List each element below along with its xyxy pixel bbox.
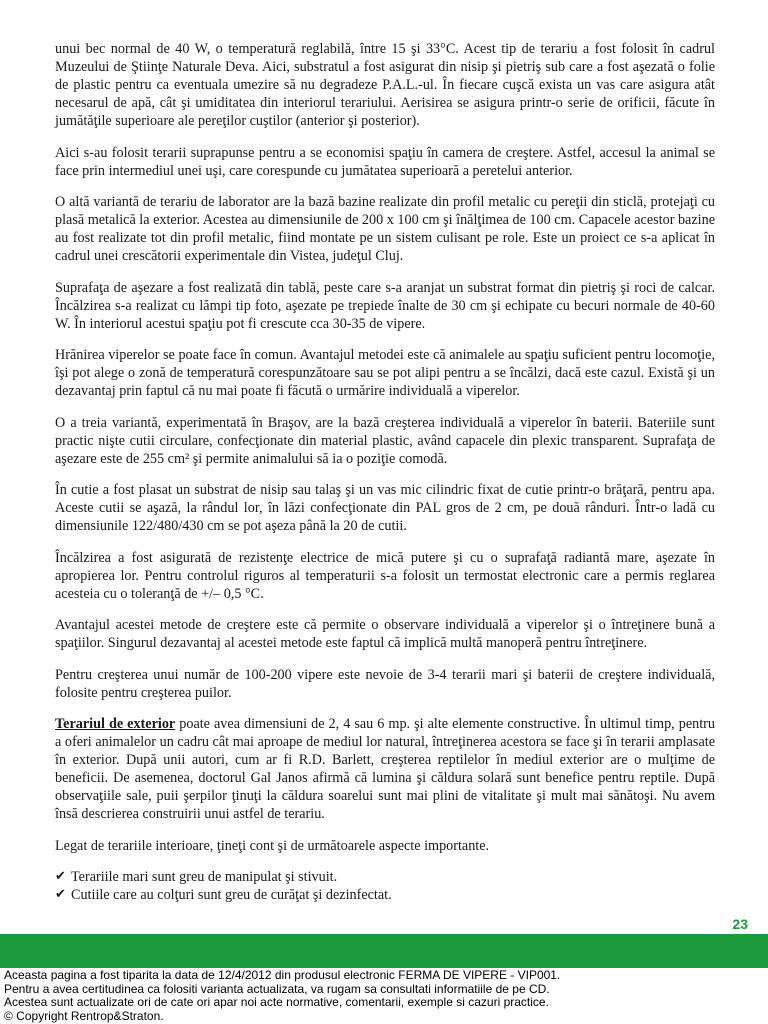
exterior-paragraph bbox=[55, 715, 715, 823]
paragraph: Aici s-au folosit terarii suprapunse pentru a se economisi spaţiu în camera de creştere. Astfel, accesul la animal se face prin intermediul unei uşi, care corespunde cu jumătatea superioară a peretelui anterior. bbox=[55, 144, 715, 179]
footer-line: © Copyright Rentrop&Straton. bbox=[4, 1008, 164, 1023]
page-number: 23 bbox=[732, 916, 748, 932]
paragraph: Legat de terariile interioare, ţineţi cont şi de următoarele aspecte importante. bbox=[55, 837, 490, 854]
exterior-text: poate avea dimensiuni de 2, 4 sau 6 mp. şi alte elemente constructive. În ultimul timp, pentru a oferi animalelor un cadru cât mai aproape de mediul lor natural, întreţinerea acestora se face şi în terarii amplasate în exterior. După unii autori, cum ar fi R.D. Barlett, creşterea reptilelor în mediul exterior are o mulţime de beneficii. De asemenea, doctorul Gal Janos afirmă că lumina şi căldura solară sunt benefice pentru reptile. După observaţiile sale, puii şerpilor ţinuţi la căldura soarelui sunt mai plini de vitalitate şi mult mai sănătoşi. Nu avem însă descrierea construirii unui astfel de terariu. bbox=[55, 716, 715, 822]
checklist-item-text: Cutiile care au colţuri sunt greu de curăţat şi dezinfectat. bbox=[71, 887, 392, 903]
checklist bbox=[55, 868, 715, 904]
footer-line: Acestea sunt actualizate ori de cate ori apar noi acte normative, comentarii, exemple si cazuri practice. bbox=[4, 995, 549, 1009]
document-body bbox=[55, 40, 715, 904]
exterior-heading: Terariul de exterior bbox=[55, 716, 176, 732]
paragraph: Încălzirea a fost asigurată de rezistenţe electrice de mică putere şi cu o suprafaţă radiantă mare, aşezate în apropierea lor. Pentru controlul riguros al temperaturii s-a folosit un termostat electronic care a permis reglarea acesteia cu o toleranţă de +/– 0,5 °C. bbox=[55, 549, 715, 602]
checkmark-icon: ✔ bbox=[55, 869, 66, 884]
checklist-item bbox=[55, 886, 715, 904]
paragraph: O a treia variantă, experimentată în Braşov, are la bază creşterea individuală a viperelor în baterii. Bateriile sunt practic nişte cutii circulare, confecţionate din material plastic, având capacele din plexic transparent. Suprafaţa de aşezare este de 255 cm² şi permite animalului să ia o poziţie comodă. bbox=[55, 414, 715, 467]
paragraph: Avantajul acestei metode de creştere este că permite o observare individuală a viperelor şi o întreţinere bună a spaţiilor. Singurul dezavantaj al acestei metode este faptul că implică multă manoperă pentru întreţinere. bbox=[55, 617, 715, 651]
paragraph: Suprafaţa de aşezare a fost realizată din tablă, peste care s-a aranjat un substrat format din pietriş şi roci de calcar. Încălzirea s-a realizat cu lămpi tip foto, aşezate pe trepiede înalte de 30 cm şi echipate cu becuri normale de 40-60 W. În interiorul acestui spaţiu pot fi crescute cca 30-35 de vipere. bbox=[55, 279, 715, 332]
footer-green-bar bbox=[0, 934, 768, 968]
checkmark-icon: ✔ bbox=[55, 887, 66, 902]
checklist-item-text: Terariile mari sunt greu de manipulat şi stivuit. bbox=[71, 869, 338, 885]
paragraph: Pentru creşterea unui număr de 100-200 vipere este nevoie de 3-4 terarii mari şi baterii de creştere individuală, folosite pentru creşterea puilor. bbox=[55, 666, 715, 701]
paragraph: O altă variantă de terariu de laborator are la bază bazine realizate din profil metalic cu pereţii din sticlă, protejaţi cu plasă metalică la exterior. Acestea au dimensiunile de 200 x 100 cm şi înălţimea de 100 cm. Capacele acestor bazine au fost realizate tot din profil metalic, fiind montate pe un sistem culisant pe role. Este un proiect ce s-a aplicat în cadrul unei crescătorii experimentale din Vistea, judeţul Cluj. bbox=[55, 194, 715, 264]
footer-line: Pentru a avea certitudinea ca folositi varianta actualizata, va rugam sa consultati informatiile de pe CD. bbox=[4, 981, 550, 996]
paragraph: unui bec normal de 40 W, o temperatură reglabilă, între 15 şi 33°C. Acest tip de terariu a fost folosit în cadrul Muzeului de Ştiinţe Naturale Deva. Aici, substratul a fost asigurat din nisip şi pietriş sub care a fost aşezată o folie de plastic pentru ca eventuala umezire să nu degradeze P.A.L.-ul. În fiecare cuşcă exista un vas care asigura atât necesarul de apă, cât şi umiditatea din interiorul terariului. Aerisirea se asigura printr-o serie de orificii, făcute în jumătăţile superioare ale pereţilor cuştilor (anterior şi posterior). bbox=[55, 41, 715, 129]
footer-line: Aceasta pagina a fost tiparita la data de 12/4/2012 din produsul electronic FERMA DE VIPERE - VIP001. bbox=[4, 968, 561, 982]
checklist-item bbox=[55, 868, 715, 886]
paragraph: În cutie a fost plasat un substrat de nisip sau talaş şi un vas mic cilindric fixat de cutie printr-o brăţară, pentru apa. Aceste cutii se aşază, la rândul lor, în lăzi confecţionate din PAL gros de 2 cm, pe două rânduri. Într-o ladă cu dimensiunile 122/480/430 cm se pot aşeza până la 20 de cutii. bbox=[55, 482, 715, 534]
paragraph: Hrănirea viperelor se poate face în comun. Avantajul metodei este că animalele au spaţiu suficient pentru locomoţie, îşi pot alege o zonă de temperatură corespunzătoare sau se pot alipi pentru a se încălzi, dacă este cazul. Există şi un dezavantaj prin faptul că nu mai poate fi făcută o urmărire individuală a viperelor. bbox=[55, 347, 715, 399]
print-footer bbox=[4, 969, 764, 1023]
